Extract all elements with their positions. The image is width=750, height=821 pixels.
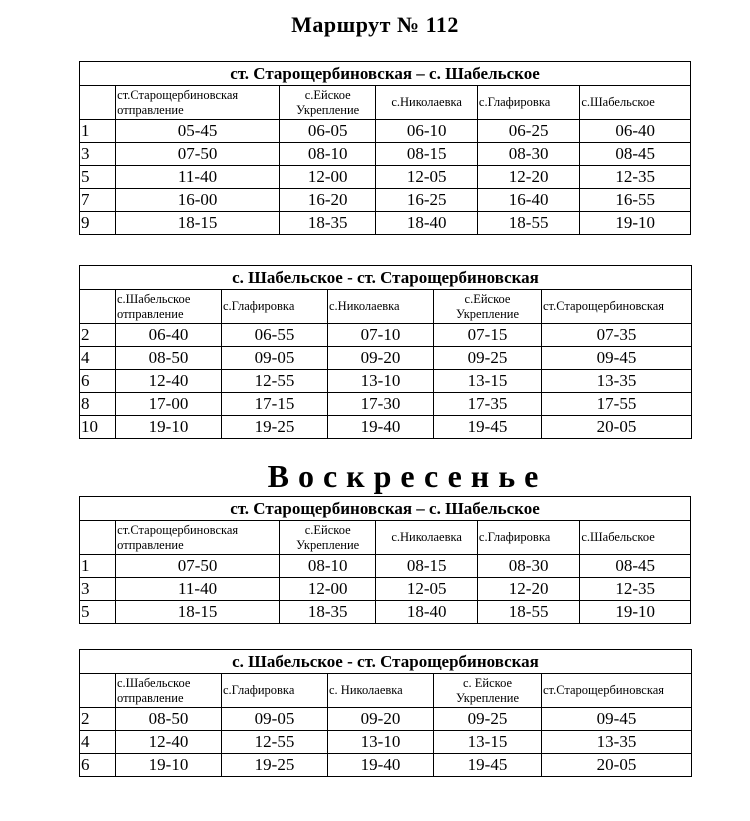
trip-number: 8 [80,393,116,416]
departure-time: 13-10 [328,370,434,393]
departure-time: 12-40 [116,731,222,754]
departure-time: 13-15 [434,370,542,393]
departure-time: 05-45 [116,120,280,143]
departure-time: 19-25 [222,416,328,439]
departure-time: 08-50 [116,347,222,370]
departure-time: 11-40 [116,578,280,601]
table-row [80,731,692,754]
departure-time: 09-20 [328,347,434,370]
stop-header: ст.Старощербиновская [542,674,692,708]
table-row [80,324,692,347]
departure-time: 07-50 [116,555,280,578]
table-row [80,166,691,189]
departure-time: 07-50 [116,143,280,166]
route-heading: с. Шабельское - ст. Старощербиновская [80,266,692,290]
trip-number: 4 [80,731,116,754]
departure-time: 08-15 [376,143,477,166]
departure-time: 06-25 [477,120,579,143]
table-row [80,347,692,370]
trip-number: 5 [80,166,116,189]
departure-time: 12-00 [279,578,375,601]
header-blank-cell [80,521,116,555]
departure-time: 07-10 [328,324,434,347]
stop-header: с.Глафировка [222,674,328,708]
table-row [80,143,691,166]
departure-time: 20-05 [542,416,692,439]
departure-time: 08-45 [580,555,691,578]
trip-number: 5 [80,601,116,624]
departure-time: 19-10 [116,754,222,777]
departure-time: 07-35 [542,324,692,347]
stop-header: с.Шабельское отправление [116,290,222,324]
departure-time: 06-55 [222,324,328,347]
stop-header: с.Глафировка [477,521,579,555]
departure-time: 19-45 [434,416,542,439]
table-row [80,120,691,143]
departure-time: 17-30 [328,393,434,416]
departure-time: 18-35 [279,212,375,235]
stop-header: с.Ейское Укрепление [279,86,375,120]
departure-time: 08-30 [477,555,579,578]
table-row [80,578,691,601]
departure-time: 06-10 [376,120,477,143]
departure-time: 09-20 [328,708,434,731]
trip-number: 2 [80,324,116,347]
departure-time: 16-00 [116,189,280,212]
trip-number: 3 [80,143,116,166]
departure-time: 16-55 [580,189,691,212]
stop-header: с.Николаевка [328,290,434,324]
departure-time: 06-40 [580,120,691,143]
timetable-sunday-forward [79,496,691,624]
page-title: Маршрут № 112 [291,12,459,37]
departure-time: 19-10 [116,416,222,439]
table-row [80,393,692,416]
departure-time: 16-20 [279,189,375,212]
departure-time: 06-05 [279,120,375,143]
trip-number: 6 [80,370,116,393]
departure-time: 12-20 [477,578,579,601]
trip-number: 2 [80,708,116,731]
trip-number: 6 [80,754,116,777]
departure-time: 13-15 [434,731,542,754]
departure-time: 11-40 [116,166,280,189]
departure-time: 16-40 [477,189,579,212]
stop-header: ст.Старощербиновская отправление [116,86,280,120]
departure-time: 06-40 [116,324,222,347]
timetable-sunday-back [79,649,692,777]
trip-number: 4 [80,347,116,370]
table-row [80,754,692,777]
timetable-weekday-back [79,265,692,439]
departure-time: 19-40 [328,754,434,777]
stop-header: с.Ейское Укрепление [279,521,375,555]
sunday-heading: Воскресенье [267,458,548,494]
departure-time: 19-45 [434,754,542,777]
departure-time: 12-35 [580,578,691,601]
departure-time: 18-55 [477,212,579,235]
departure-time: 18-55 [477,601,579,624]
departure-time: 18-35 [279,601,375,624]
stop-header: с. Ейское Укрепление [434,674,542,708]
table-row [80,370,692,393]
table-row [80,601,691,624]
departure-time: 19-25 [222,754,328,777]
departure-time: 16-25 [376,189,477,212]
header-blank-cell [80,290,116,324]
trip-number: 7 [80,189,116,212]
departure-time: 19-10 [580,601,691,624]
stop-header: с.Николаевка [376,521,477,555]
departure-time: 12-35 [580,166,691,189]
stop-header: с.Глафировка [222,290,328,324]
stop-header: с.Шабельское [580,521,691,555]
stop-header: с.Шабельское [580,86,691,120]
departure-time: 17-35 [434,393,542,416]
departure-time: 13-10 [328,731,434,754]
departure-time: 19-10 [580,212,691,235]
departure-time: 12-55 [222,370,328,393]
departure-time: 12-40 [116,370,222,393]
departure-time: 18-40 [376,212,477,235]
stop-header: с.Ейское Укрепление [434,290,542,324]
table-row [80,555,691,578]
departure-time: 17-15 [222,393,328,416]
departure-time: 09-25 [434,708,542,731]
departure-time: 13-35 [542,731,692,754]
departure-time: 17-55 [542,393,692,416]
departure-time: 08-10 [279,555,375,578]
departure-time: 09-05 [222,347,328,370]
departure-time: 09-45 [542,347,692,370]
trip-number: 1 [80,555,116,578]
table-row [80,708,692,731]
stop-header: с.Глафировка [477,86,579,120]
departure-time: 08-30 [477,143,579,166]
departure-time: 12-05 [376,166,477,189]
route-heading: с. Шабельское - ст. Старощербиновская [80,650,692,674]
departure-time: 09-25 [434,347,542,370]
departure-time: 12-05 [376,578,477,601]
stop-header: с. Николаевка [328,674,434,708]
route-heading: ст. Старощербиновская – с. Шабельское [80,62,691,86]
route-heading: ст. Старощербиновская – с. Шабельское [80,497,691,521]
departure-time: 18-15 [116,212,280,235]
departure-time: 08-45 [580,143,691,166]
departure-time: 19-40 [328,416,434,439]
trip-number: 9 [80,212,116,235]
departure-time: 08-15 [376,555,477,578]
stop-header: ст.Старощербиновская отправление [116,521,280,555]
trip-number: 1 [80,120,116,143]
table-row [80,416,692,439]
departure-time: 13-35 [542,370,692,393]
timetable-weekday-forward [79,61,691,235]
table-row [80,212,691,235]
departure-time: 18-40 [376,601,477,624]
stop-header: с.Николаевка [376,86,477,120]
trip-number: 10 [80,416,116,439]
stop-header: с.Шабельское отправление [116,674,222,708]
departure-time: 12-20 [477,166,579,189]
departure-time: 12-55 [222,731,328,754]
departure-time: 17-00 [116,393,222,416]
departure-time: 07-15 [434,324,542,347]
departure-time: 08-50 [116,708,222,731]
trip-number: 3 [80,578,116,601]
table-row [80,189,691,212]
stop-header: ст.Старощербиновская [542,290,692,324]
departure-time: 20-05 [542,754,692,777]
departure-time: 09-05 [222,708,328,731]
departure-time: 08-10 [279,143,375,166]
header-blank-cell [80,674,116,708]
departure-time: 09-45 [542,708,692,731]
departure-time: 18-15 [116,601,280,624]
header-blank-cell [80,86,116,120]
departure-time: 12-00 [279,166,375,189]
